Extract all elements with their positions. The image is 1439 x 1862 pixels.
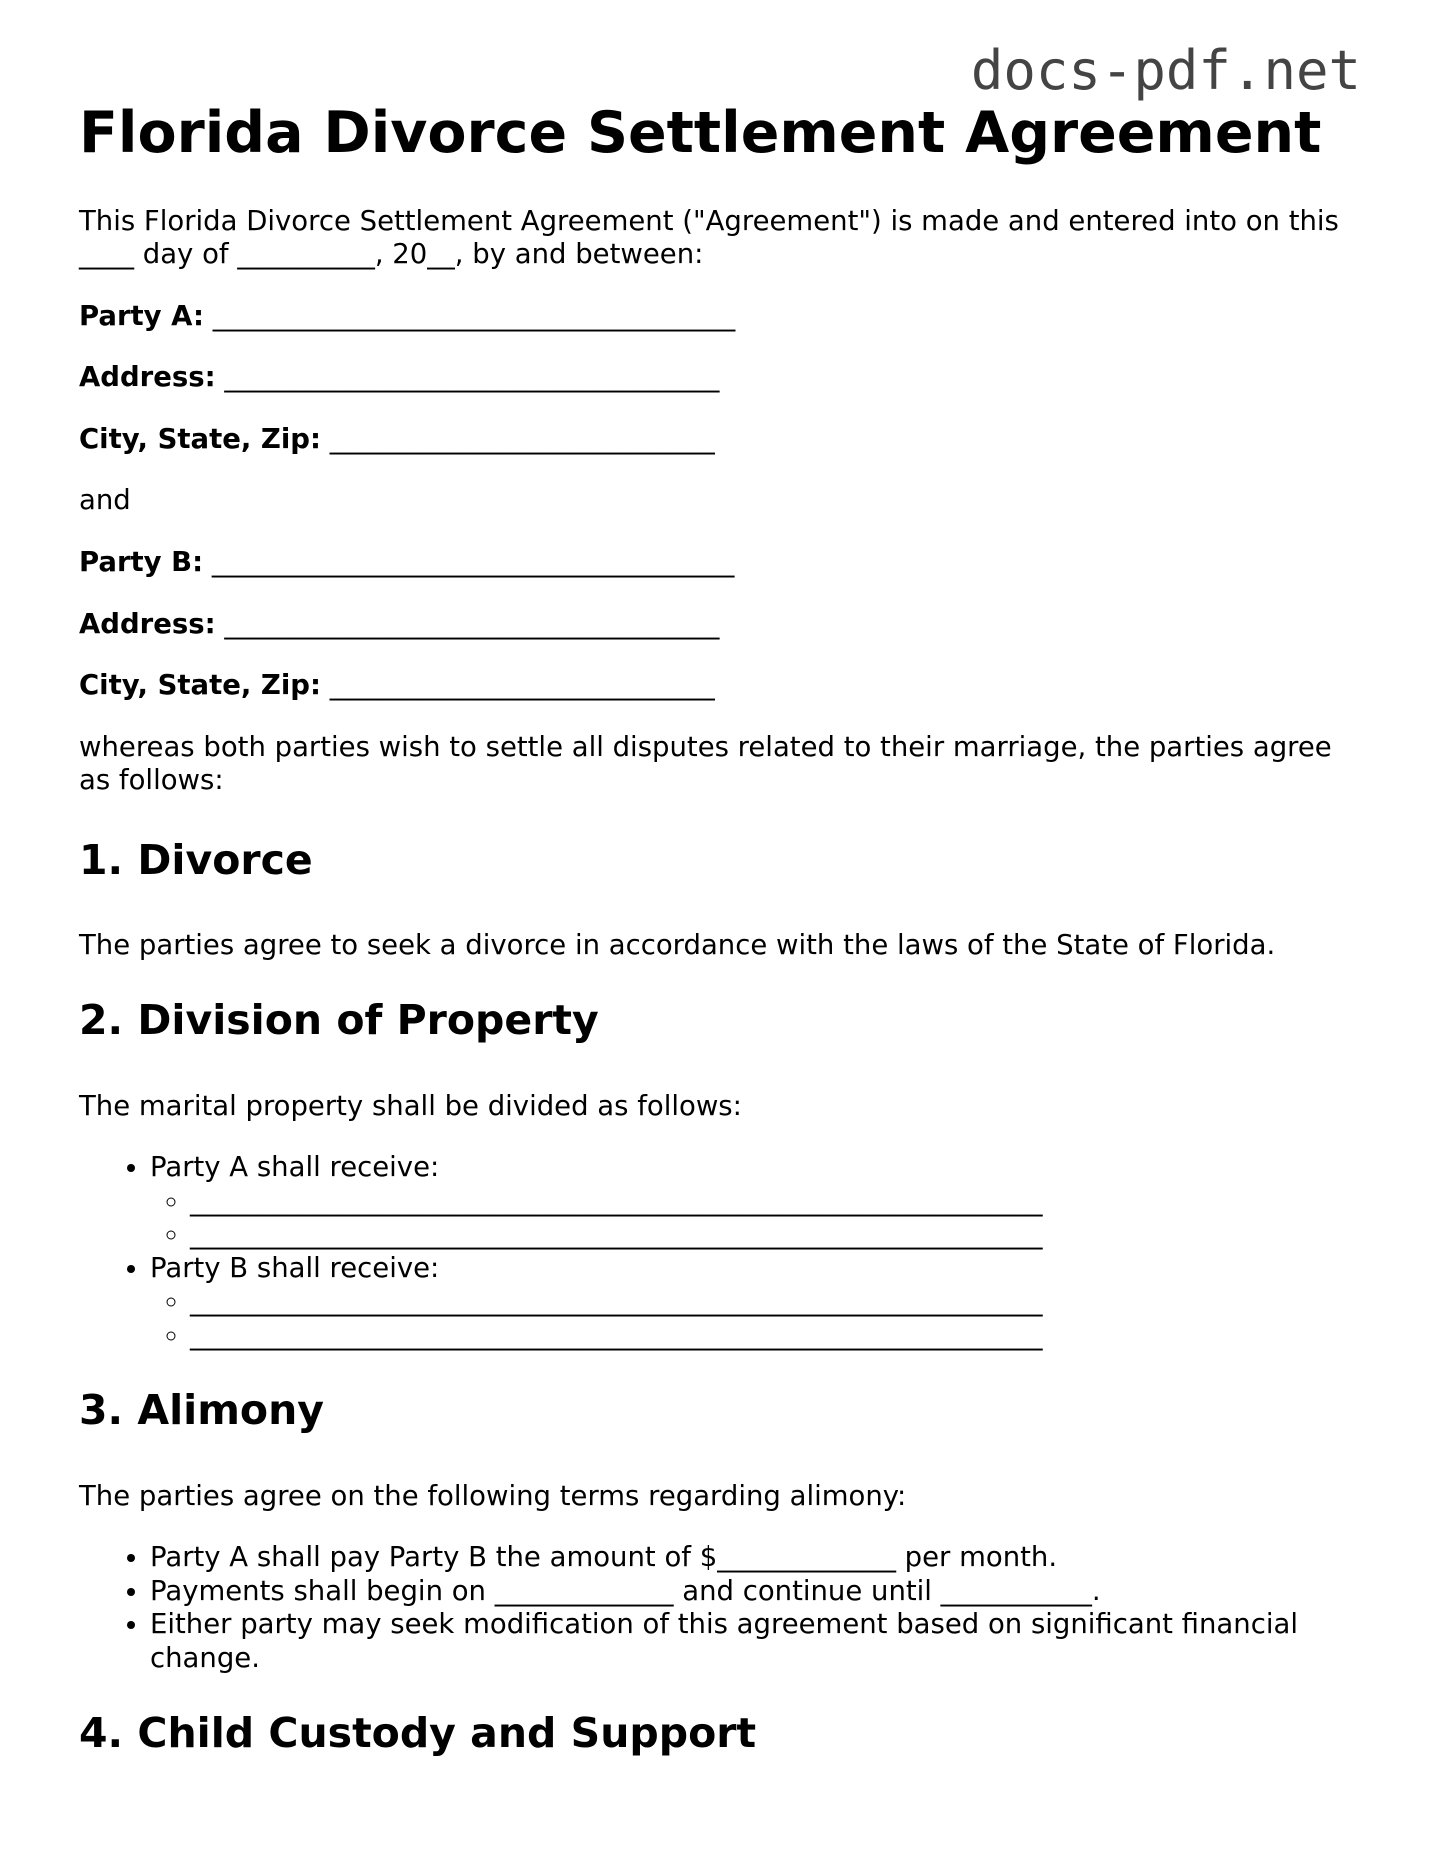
list-item: • Either party may seek modification of this agreement based on significant financial change. — [150, 1608, 1369, 1675]
party-a-city-field — [79, 423, 1369, 457]
section-alimony-text: The parties agree on the following terms regarding alimony: — [79, 1479, 907, 1512]
section-divorce-heading: 1. Divorce — [79, 835, 313, 884]
party-a-name-label: Party A: — [79, 299, 204, 332]
party-a-city-blank[interactable]: ____________________________ — [329, 422, 715, 455]
section-property-text: The marital property shall be divided as follows: — [79, 1089, 742, 1122]
document-page — [79, 102, 1369, 1759]
party-a-items — [150, 1185, 1369, 1252]
section-property-heading: 2. Division of Property — [79, 996, 599, 1045]
list-item[interactable]: ◦ ______________________________________________________________ — [190, 1285, 1369, 1319]
alimony-list — [79, 1541, 1369, 1675]
party-a-city-label: City, State, Zip: — [79, 422, 321, 455]
party-b-city-blank[interactable]: ____________________________ — [329, 669, 715, 702]
list-item[interactable]: ◦ ______________________________________________________________ — [190, 1185, 1369, 1219]
list-item — [150, 1151, 1369, 1252]
whereas-paragraph: whereas both parties wish to settle all disputes related to their marriage, the parties agree as follows: — [79, 730, 1332, 797]
list-item[interactable]: ◦ ______________________________________________________________ — [190, 1218, 1369, 1252]
party-b-name-label: Party B: — [79, 545, 204, 578]
section-alimony-heading: 3. Alimony — [79, 1386, 325, 1435]
intro-paragraph: This Florida Divorce Settlement Agreement ("Agreement") is made and entered into on this ____ day of __________, 20__, by and between: — [79, 204, 1339, 271]
document-title: Florida Divorce Settlement Agreement — [79, 100, 1322, 166]
list-item: • Party A shall pay Party B the amount of $_____________ per month. — [150, 1541, 1369, 1575]
party-b-address-field — [79, 608, 1369, 642]
party-b-address-blank[interactable]: ____________________________________ — [224, 607, 720, 640]
party-b-city-field — [79, 669, 1369, 703]
party-b-receive-label: Party B shall receive: — [150, 1251, 440, 1284]
party-b-city-label: City, State, Zip: — [79, 669, 321, 702]
list-item: • Payments shall begin on _____________ and continue until ___________. — [150, 1575, 1369, 1609]
list-item — [150, 1252, 1369, 1353]
party-b-name-field — [79, 546, 1369, 580]
party-b-address-label: Address: — [79, 607, 216, 640]
watermark: docs-pdf.net — [970, 39, 1361, 102]
list-item[interactable]: ◦ ______________________________________________________________ — [190, 1319, 1369, 1353]
party-b-items — [150, 1285, 1369, 1352]
party-a-address-field — [79, 361, 1369, 395]
party-a-name-field — [79, 300, 1369, 334]
party-a-name-blank[interactable]: ______________________________________ — [212, 299, 736, 332]
section-divorce-text: The parties agree to seek a divorce in accordance with the laws of the State of Florida. — [79, 928, 1276, 961]
section-custody-heading: 4. Child Custody and Support — [79, 1709, 757, 1758]
property-list — [79, 1151, 1369, 1352]
party-b-name-blank[interactable]: ______________________________________ — [211, 545, 735, 578]
party-a-address-blank[interactable]: ____________________________________ — [224, 361, 720, 394]
party-a-receive-label: Party A shall receive: — [150, 1151, 440, 1184]
and-text: and — [79, 484, 131, 517]
party-a-address-label: Address: — [79, 361, 216, 394]
